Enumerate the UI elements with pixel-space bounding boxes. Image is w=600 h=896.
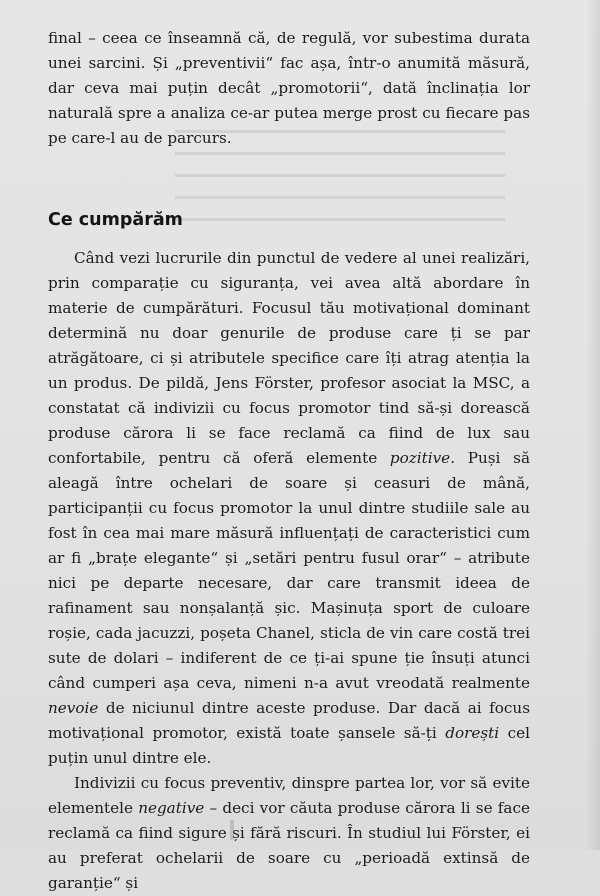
text-run: . Puși să aleagă între ochelari de soare și ceasuri de mână, participanții cu focus promotor la unul dintre studiile sale au fost în cea mai mare măsură influențați de caracteristici cum ar fi „brațe elegante“ și „setări pentru fusul orar“ – atribute nici pe departe necesare, dar care transmit ideea de rafinament sau nonșalanță șic. Mașinuța sport de culoare roșie, cada jacuzzi, poșeta Chanel, sticla de vin care costă trei sute de dolari – indiferent de ce ți-ai spune ție însuți atunci când cumperi așa ceva, nimeni n-a avut vreodată realmente: [48, 449, 530, 692]
emphasized-text: negative: [138, 799, 205, 817]
text-run: final – ceea ce înseamnă că, de regulă, vor subestima durata unei sarcini. Și „preventivii“ fac așa, într-o anumită măsură, dar ceva mai puțin decât „promotorii“, dată înclinația lor naturală spre a analiza ce-ar putea merge prost cu fiecare pas pe care-l au de parcurs.: [48, 29, 530, 147]
text-run: cel puțin unul dintre ele.: [48, 724, 530, 767]
body-paragraph-2: [48, 771, 530, 896]
emphasized-text: dorești: [445, 724, 500, 742]
emphasized-text: nevoie: [48, 699, 99, 717]
intro-paragraph: [48, 26, 530, 151]
section-heading: Ce cumpărăm: [48, 210, 183, 230]
text-run: Când vezi lucrurile din punctul de vedere al unei realizări, prin comparație cu siguranța, vei avea altă abordare în materie de cumpărături. Focusul tău motivațional dominant determină nu doar genurile de produse care ți se par atrăgătoare, ci și atributele specifice care îți atrag atenția la un produs. De pildă, Jens Förster, profesor asociat la MSC, a constatat că indivizii cu focus promotor tind să-și dorească produse cărora li se face reclamă ca fiind de lux sau confortabile, pentru că oferă elemente: [48, 249, 530, 467]
page-mark: [230, 820, 234, 840]
emphasized-text: pozitive: [389, 449, 451, 467]
text-run: Indivizii cu focus preventiv, dinspre partea lor, vor să evite elementele: [48, 774, 530, 817]
text-run: de niciunul dintre aceste produse. Dar dacă ai focus motivațional promotor, există toate șansele să-ți: [48, 699, 530, 742]
body-paragraph-1: [48, 246, 530, 771]
text-run: – deci vor căuta produse cărora li se face reclamă ca fiind sigure și fără riscuri. În studiul lui Förster, ei au preferat ochelarii de soare cu „perioadă extinsă de garanție“ și: [48, 799, 530, 892]
